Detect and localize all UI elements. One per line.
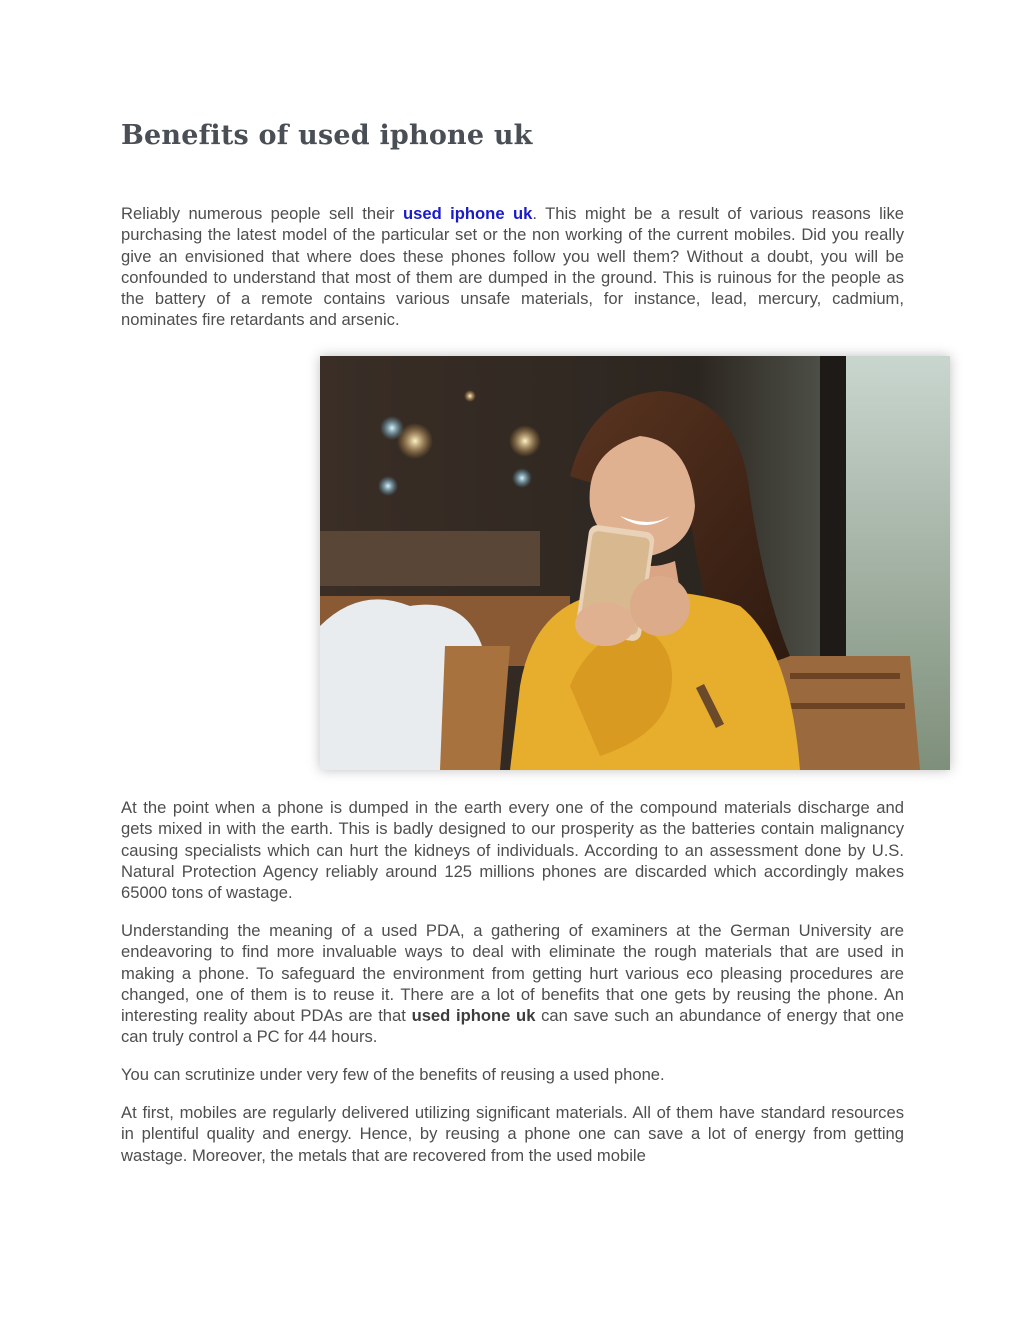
paragraph-dumping: At the point when a phone is dumped in the earth every one of the compound materials discharge and gets mixed in with the earth. This is badly designed to our prosperity as the batteries contain malignancy causing specialists which can hurt the kidneys of individuals. According to an assessment done by U.S. Natural Protection Agency reliably around 125 millions phones are discarded which accordingly makes 65000 tons of wastage. [121, 798, 904, 903]
paragraph-scrutinize: You can scrutinize under very few of the benefits of reusing a used phone. [121, 1065, 665, 1084]
paragraph-first-benefit: At first, mobiles are regularly delivered utilizing significant materials. All of them have standard resources in plentiful quality and energy. Hence, by reusing a phone one can save a lot of energy from getting wastage. Moreover, the metals that are recovered from the used mobile [121, 1103, 904, 1165]
page-title: Benefits of used iphone uk [121, 120, 533, 151]
intro-text-before: Reliably numerous people sell their [121, 204, 403, 223]
woman-with-phone-photo [320, 356, 950, 770]
paragraph-understanding-after: can save such an abundance of energy that one can truly control a PC for 44 hours. [121, 1006, 904, 1047]
used-iphone-bold-text: used iphone uk [411, 1006, 536, 1026]
intro-text-after: . This might be a result of various reasons like purchasing the latest model of the particular set or the non working of the current mobiles. Did you really give an envisioned that where does these phones follow you well them? Without a doubt, you will be confounded to understand that most of them are dumped in the ground. This is ruinous for the people as the battery of a remote contains various unsafe materials, for instance, lead, mercury, cadmium, nominates fire retardants and arsenic. [121, 204, 904, 330]
used-iphone-link[interactable]: used iphone uk [403, 204, 533, 223]
paragraph-understanding-before: Understanding the meaning of a used PDA, a gathering of examiners at the German University are endeavoring to find more invaluable ways to deal with eliminate the rough materials that are used in making a phone. To safeguard the environment from getting hurt various eco pleasing procedures are changed, one of them is to reuse it. There are a lot of benefits that one gets by reusing the phone. An interesting reality about PDAs are that [121, 921, 904, 1026]
paragraph-understanding [121, 920, 904, 1048]
intro-paragraph [121, 203, 904, 331]
